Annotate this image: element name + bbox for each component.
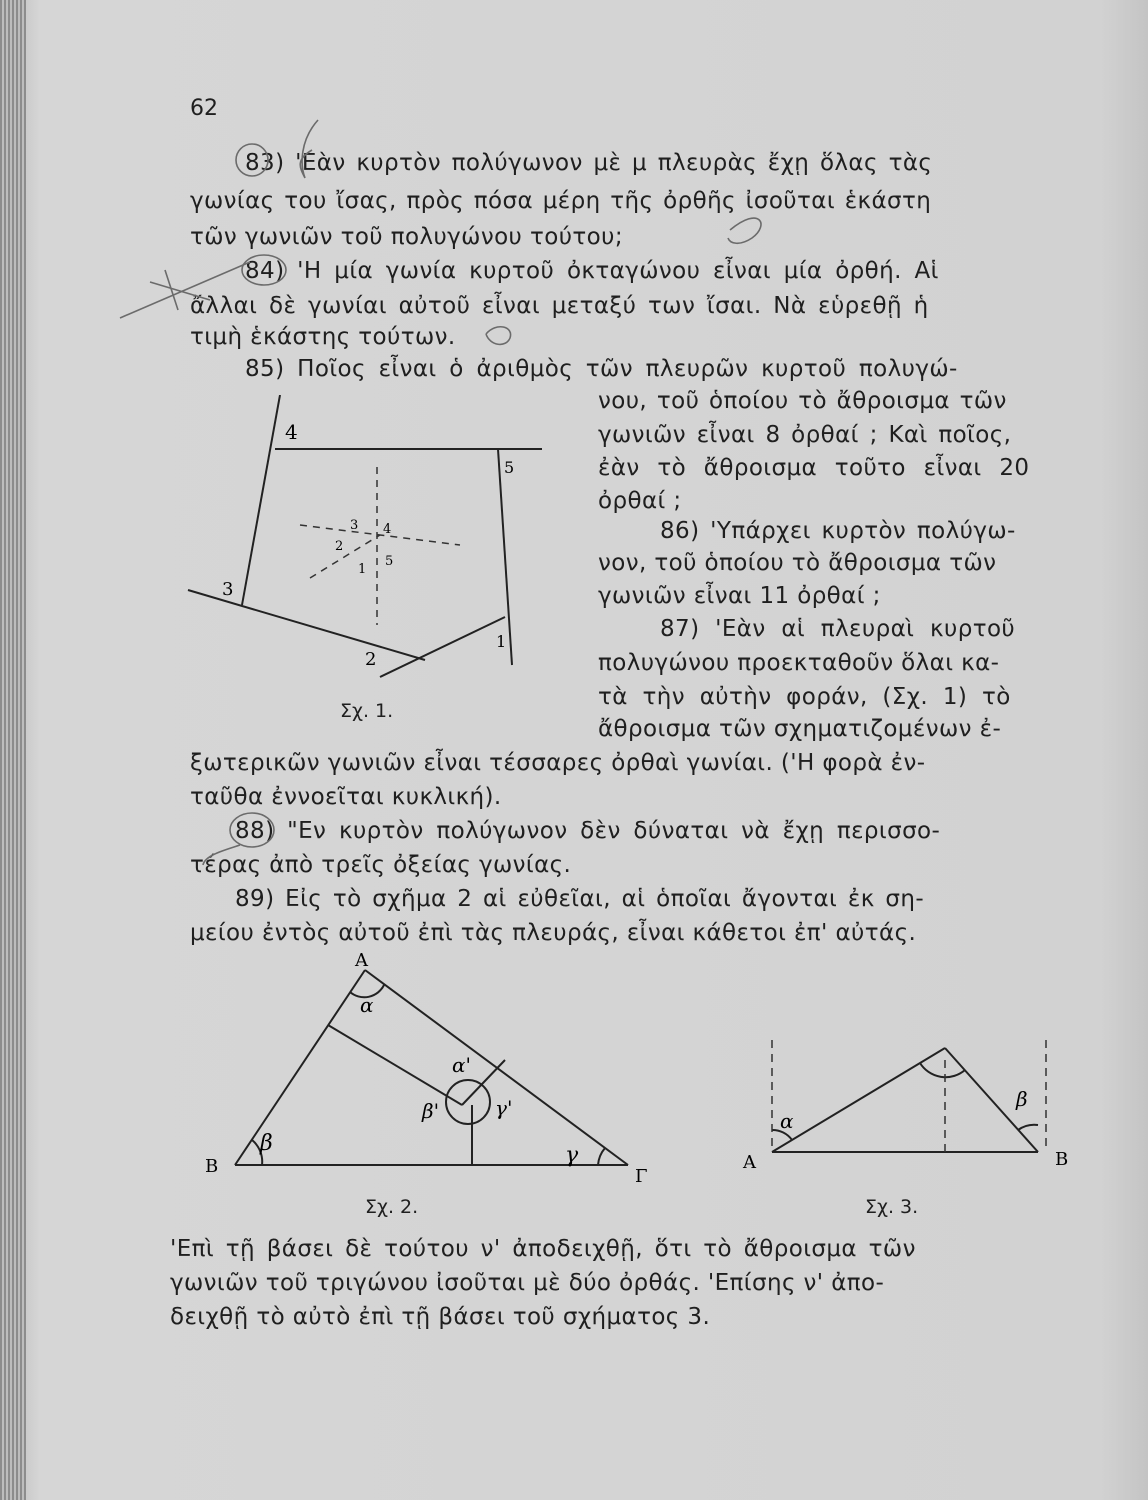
fig1-label: 2 bbox=[335, 539, 344, 554]
pencil-tail bbox=[203, 845, 240, 865]
fig1-side bbox=[380, 617, 505, 677]
pencil-circle-83 bbox=[236, 144, 268, 176]
fig2-label-A: A bbox=[355, 950, 368, 971]
fig3-side bbox=[772, 1048, 945, 1152]
fig3-label-A: A bbox=[743, 1152, 756, 1173]
pencil-loop bbox=[486, 327, 511, 345]
text-line: μείου ἐντὸς αὐτοῦ ἐπὶ τὰς πλευράς, εἶναι κάθετοι ἐπ' αὐτάς. bbox=[190, 920, 917, 946]
figure-3 bbox=[740, 1030, 1080, 1175]
figure-2 bbox=[200, 950, 650, 1185]
fig2-side-ab bbox=[235, 970, 365, 1165]
fig2-angle-circle bbox=[446, 1080, 490, 1124]
fig1-label: 5 bbox=[504, 458, 515, 477]
fig3-arc-b bbox=[1018, 1125, 1038, 1130]
text-line: ταῦθα ἐννοεῖται κυκλική). bbox=[190, 784, 502, 810]
fig2-label-g: γ bbox=[565, 1143, 579, 1168]
fig1-side bbox=[242, 395, 280, 605]
text-line: πολυγώνου προεκταθοῦν ὅλαι κα- bbox=[598, 650, 1000, 676]
text-line: γωνιῶν τοῦ τριγώνου ἰσοῦται μὲ δύο ὀρθάς. 'Επίσης ν' ἀπο- bbox=[170, 1270, 885, 1296]
text-line: ξωτερικῶν γωνιῶν εἶναι τέσσαρες ὀρθαὶ γωνίαι. ('Η φορὰ ἐν- bbox=[190, 750, 926, 776]
figure-1-caption: Σχ. 1. bbox=[340, 700, 394, 722]
text-line: 83) 'Εὰν κυρτὸν πολύγωνον μὲ μ πλευρὰς ἔχῃ ὅλας τὰς bbox=[245, 150, 933, 176]
fig1-label: 5 bbox=[385, 554, 394, 569]
fig1-dashed bbox=[310, 535, 380, 578]
text-line: 'Επὶ τῇ βάσει δὲ τούτου ν' ἀποδειχθῇ, ὅτι τὸ ἄθροισμα τῶν bbox=[170, 1236, 916, 1262]
fig1-label: 1 bbox=[496, 632, 507, 651]
text-line: ἄθροισμα τῶν σχηματιζομένων ἐ- bbox=[598, 716, 1002, 742]
text-line: γωνιῶν εἶναι 11 ὀρθαί ; bbox=[598, 583, 881, 609]
fig1-label: 1 bbox=[358, 562, 367, 577]
pencil-slash bbox=[120, 262, 250, 318]
pencil-circle-88 bbox=[230, 813, 274, 847]
fig2-label-bp: β' bbox=[422, 1099, 440, 1123]
fig2-perp bbox=[328, 1025, 462, 1105]
fig2-label-gp: γ' bbox=[495, 1096, 513, 1120]
fig2-label-a: α bbox=[360, 993, 374, 1017]
text-line: νον, τοῦ ὁποίου τὸ ἄθροισμα τῶν bbox=[598, 550, 997, 576]
text-line: τῶν γωνιῶν τοῦ πολυγώνου τούτου; bbox=[190, 224, 623, 250]
fig3-label-b: β bbox=[1016, 1087, 1028, 1111]
fig1-label: 2 bbox=[365, 649, 377, 670]
fig3-label-a: α bbox=[780, 1109, 794, 1133]
fig2-arc-g bbox=[598, 1148, 605, 1165]
page-number: 62 bbox=[190, 96, 218, 121]
pencil-check bbox=[300, 120, 318, 178]
text-line: τὰ τὴν αὐτὴν φοράν, (Σχ. 1) τὸ bbox=[598, 684, 1011, 710]
text-line: 86) 'Υπάρχει κυρτὸν πολύγω- bbox=[660, 518, 1016, 544]
fig2-label-B: B bbox=[205, 1156, 219, 1177]
text-line: δειχθῇ τὸ αὐτὸ ἐπὶ τῇ βάσει τοῦ σχήματος 3. bbox=[170, 1304, 711, 1330]
fig2-label-b: β bbox=[260, 1131, 273, 1156]
text-line: 85) Ποῖος εἶναι ὁ ἀριθμὸς τῶν πλευρῶν κυρτοῦ πολυγώ- bbox=[245, 356, 958, 382]
text-line: 87) 'Εὰν αἱ πλευραὶ κυρτοῦ bbox=[660, 616, 1016, 642]
fig3-label-B: B bbox=[1055, 1149, 1069, 1170]
figure-2-caption: Σχ. 2. bbox=[365, 1196, 419, 1218]
fig3-top-arc bbox=[920, 1063, 965, 1077]
pencil-scribble bbox=[728, 218, 761, 243]
text-line: 89) Εἰς τὸ σχῆμα 2 αἱ εὐθεῖαι, αἱ ὁποῖαι ἄγονται ἐκ ση- bbox=[235, 886, 925, 912]
text-line: ἐὰν τὸ ἄθροισμα τοῦτο εἶναι 20 bbox=[598, 455, 1030, 481]
pencil-circle-84 bbox=[242, 255, 286, 285]
figure-3-caption: Σχ. 3. bbox=[865, 1196, 919, 1218]
text-line: τιμὴ ἑκάστης τούτων. bbox=[190, 324, 456, 350]
text-line: ἄλλαι δὲ γωνίαι αὐτοῦ εἶναι μεταξύ των ἴσαι. Νὰ εὑρεθῇ ἡ bbox=[190, 293, 929, 319]
fig1-label: 4 bbox=[383, 522, 392, 537]
pencil-cross bbox=[150, 270, 210, 310]
fig1-side bbox=[188, 590, 425, 660]
text-line: γωνιῶν εἶναι 8 ὀρθαί ; Καὶ ποῖος, bbox=[598, 422, 1012, 448]
fig1-label: 4 bbox=[285, 420, 298, 444]
figure-1 bbox=[180, 395, 560, 725]
text-line: ὀρθαί ; bbox=[598, 488, 682, 514]
fig1-label: 3 bbox=[222, 579, 234, 600]
text-line: τέρας ἀπὸ τρεῖς ὀξείας γωνίας. bbox=[190, 852, 572, 878]
text-line: νου, τοῦ ὁποίου τὸ ἄθροισμα τῶν bbox=[598, 388, 1007, 414]
fig2-label-G: Γ bbox=[635, 1166, 648, 1185]
fig2-label-ap: α' bbox=[452, 1053, 472, 1077]
text-line: 88) "Εν κυρτὸν πολύγωνον δὲν δύναται νὰ ἔχῃ περισσο- bbox=[235, 818, 941, 844]
text-line: 84) 'Η μία γωνία κυρτοῦ ὀκταγώνου εἶναι μία ὀρθή. Αἱ bbox=[245, 258, 939, 284]
fig1-label: 3 bbox=[350, 518, 359, 533]
text-line: γωνίας του ἴσας, πρὸς πόσα μέρη τῆς ὀρθῆς ἰσοῦται ἑκάστη bbox=[190, 188, 932, 214]
